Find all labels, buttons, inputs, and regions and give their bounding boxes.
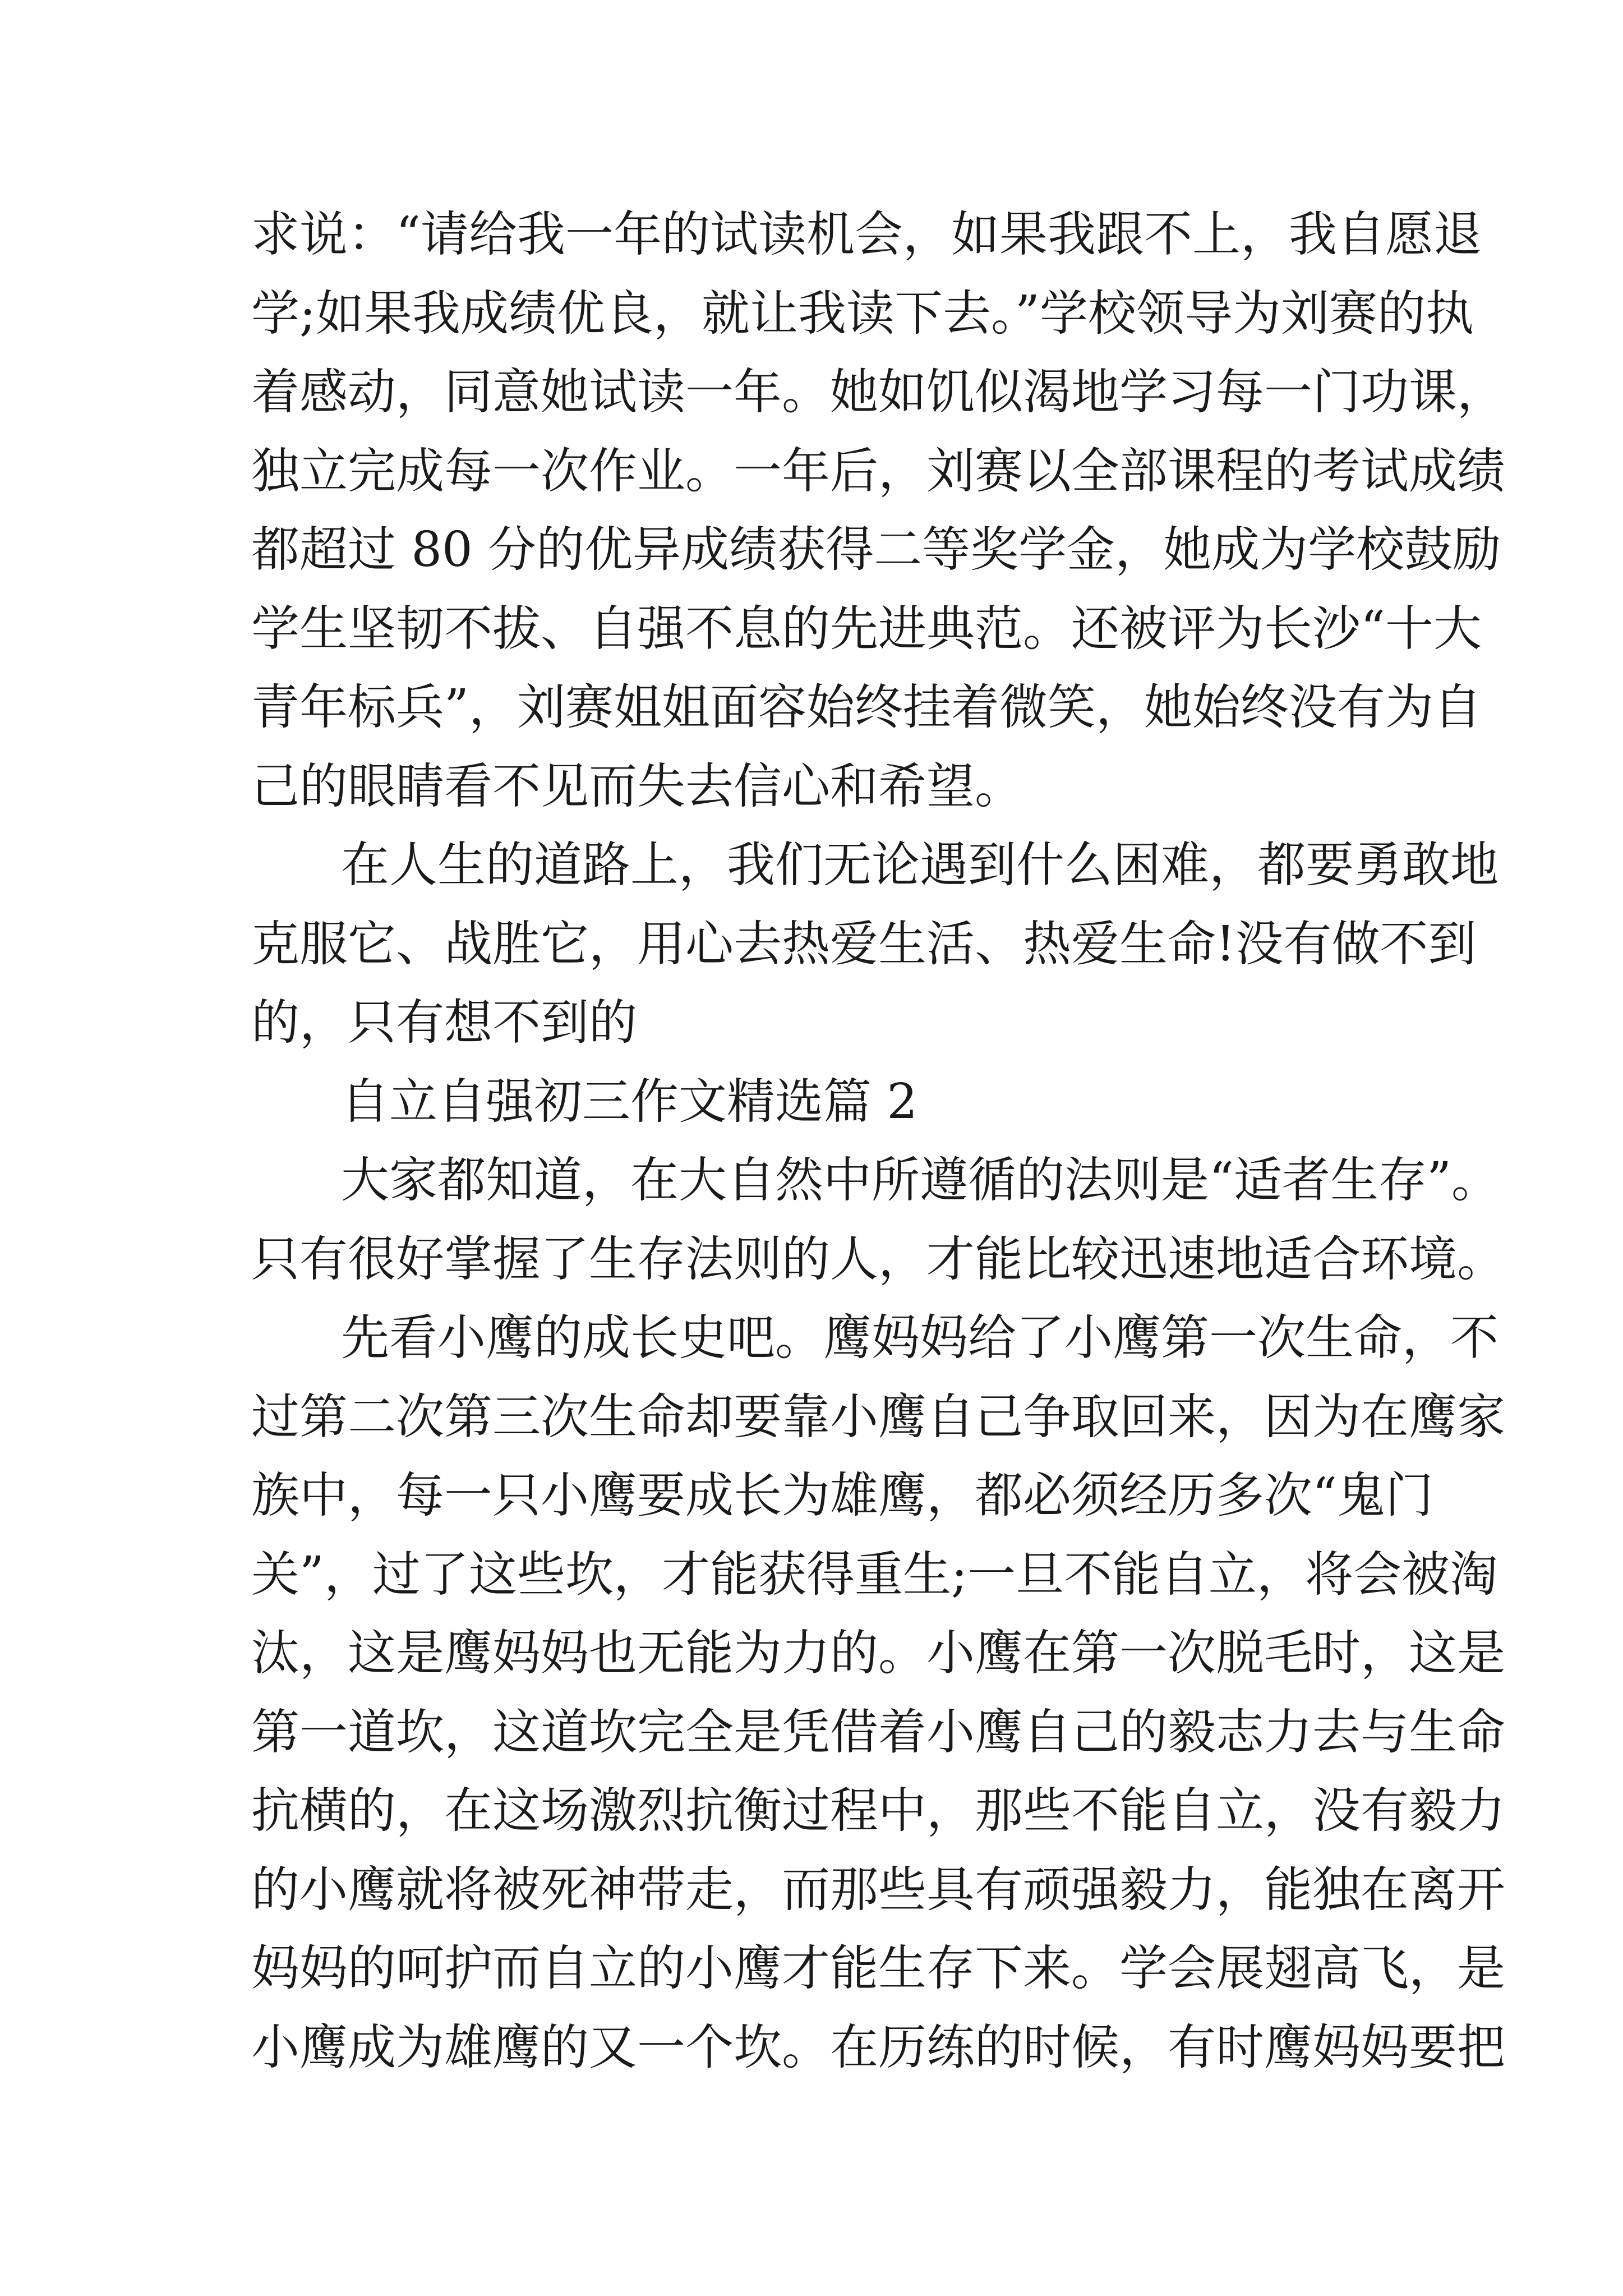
text-line: 学生坚韧不拔、自强不息的先进典范。还被评为长沙“十大 [251,600,1482,657]
text-line: 的小鹰就将被死神带走，而那些具有顽强毅力，能独在离开 [251,1861,1505,1918]
document-body [251,195,1505,2087]
text-line: 青年标兵”，刘赛姐姐面容始终挂着微笑，她始终没有为自 [251,679,1482,735]
paragraph-start-line: 大家都知道，在大自然中所遵循的法则是“适者生存”。 [341,1152,1500,1208]
text-line: 着感动，同意她试读一年。她如饥似渴地学习每一门功课， [251,364,1505,420]
text-line: 克服它、战胜它，用心去热爱生活、热爱生命!没有做不到 [251,915,1477,972]
paragraph-start-line: 在人生的道路上，我们无论遇到什么困难，都要勇敢地 [341,837,1498,893]
text-line: 学;如果我成绩优良，就让我读下去。”学校领导为刘赛的执 [251,285,1474,342]
text-line: 求说：“请给我一年的试读机会，如果我跟不上，我自愿退 [251,206,1482,263]
text-line: 第一道坎，这道坎完全是凭借着小鹰自己的毅志力去与生命 [251,1704,1505,1760]
text-line: 过第二次第三次生命却要靠小鹰自己争取回来，因为在鹰家 [251,1388,1505,1445]
text-line: 都超过 80 分的优异成绩获得二等奖学金，她成为学校鼓励 [251,522,1501,578]
text-line: 妈妈的呵护而自立的小鹰才能生存下来。学会展翅高飞，是 [251,1940,1505,1996]
text-line: 族中，每一只小鹰要成长为雄鹰，都必须经历多次“鬼门 [251,1467,1433,1524]
text-line: 的，只有想不到的 [251,995,637,1051]
text-line: 关”，过了这些坎，才能获得重生;一旦不能自立，将会被淘 [251,1546,1498,1603]
text-line: 己的眼睛看不见而失去信心和希望。 [251,758,1023,815]
text-line: 独立完成每一次作业。一年后，刘赛以全部课程的考试成绩 [251,443,1505,499]
paragraph-start-line: 先看小鹰的成长史吧。鹰妈妈给了小鹰第一次生命，不 [341,1310,1498,1366]
text-line: 小鹰成为雄鹰的又一个坎。在历练的时候，有时鹰妈妈要把 [251,2019,1505,2076]
text-line: 只有很好掌握了生存法则的人，才能比较迅速地适合环境。 [251,1231,1505,1287]
text-line: 抗横的，在这场激烈抗衡过程中，那些不能自立，没有毅力 [251,1783,1505,1839]
section-heading: 自立自强初三作文精选篇 2 [341,1073,918,1130]
text-line: 汰，这是鹰妈妈也无能为力的。小鹰在第一次脱毛时，这是 [251,1625,1505,1681]
